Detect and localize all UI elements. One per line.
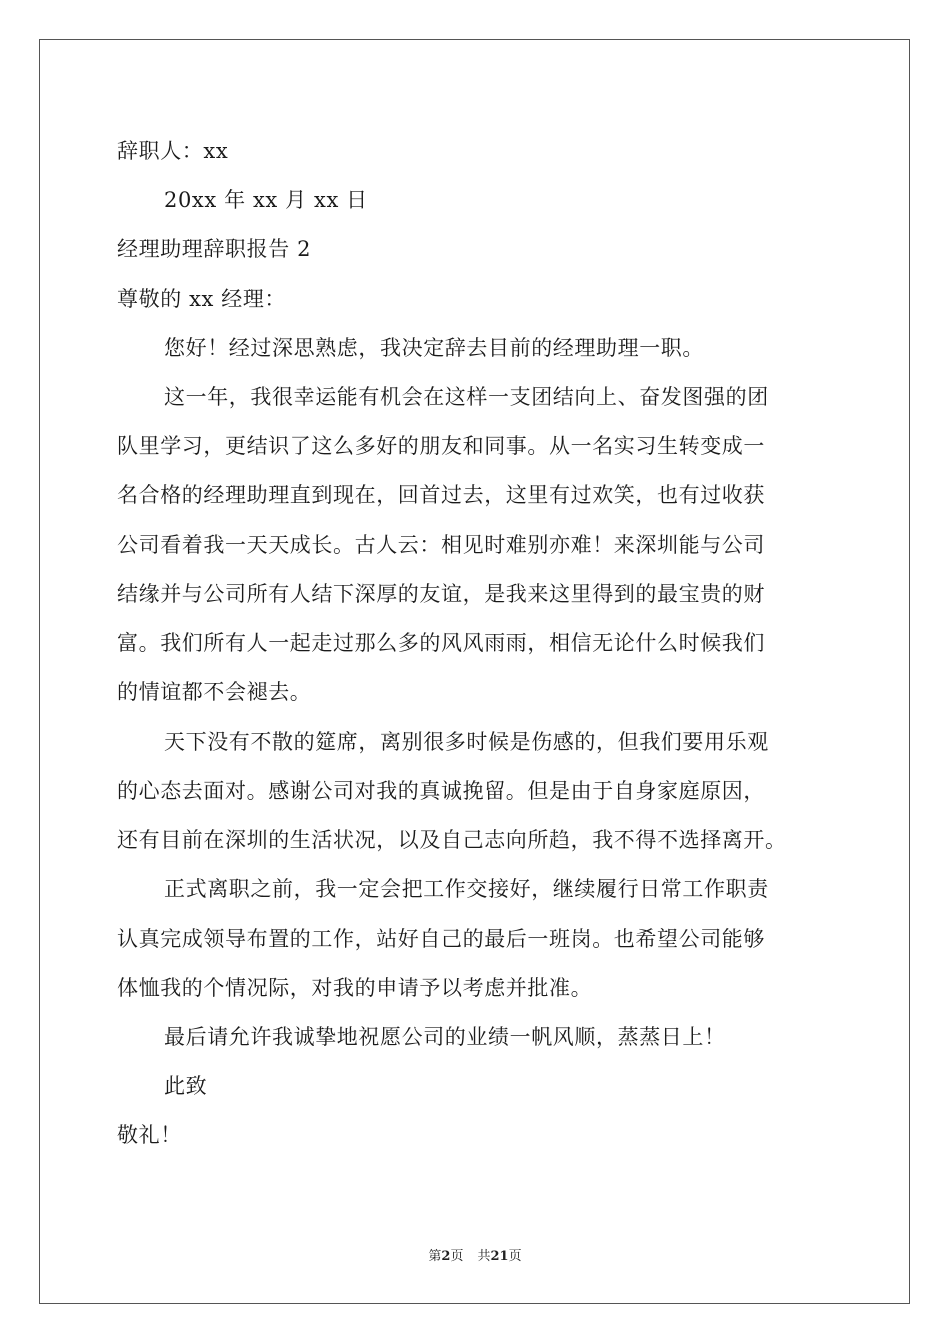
date-line: 20xx 年 xx 月 xx 日	[164, 188, 368, 212]
paragraph-line: 正式离职之前，我一定会把工作交接好，继续履行日常工作职责	[164, 877, 769, 901]
paragraph-line: 名合格的经理助理直到现在，回首过去，这里有过欢笑，也有过收获	[117, 483, 765, 507]
closing-regards: 敬礼！	[117, 1123, 182, 1147]
paragraph-line: 最后请允许我诚挚地祝愿公司的业绩一帆风顺，蒸蒸日上！	[164, 1025, 726, 1049]
paragraph-line: 队里学习，更结识了这么多好的朋友和同事。从一名实习生转变成一	[117, 434, 765, 458]
report-title: 经理助理辞职报告 2	[117, 237, 312, 261]
paragraph-line: 认真完成领导布置的工作，站好自己的最后一班岗。也希望公司能够	[117, 927, 765, 951]
paragraph-line: 富。我们所有人一起走过那么多的风风雨雨，相信无论什么时候我们	[117, 631, 765, 655]
page-number: 2	[441, 1249, 451, 1264]
paragraph-line: 结缘并与公司所有人结下深厚的友谊，是我来这里得到的最宝贵的财	[117, 582, 765, 606]
total-prefix: 共	[477, 1249, 491, 1264]
page-frame	[39, 39, 910, 1304]
resigner-line: 辞职人：xx	[117, 139, 229, 163]
paragraph-line: 的心态去面对。感谢公司对我的真诚挽留。但是由于自身家庭原因，	[117, 779, 765, 803]
closing-phrase: 此致	[164, 1074, 208, 1098]
page-prefix: 第	[428, 1249, 442, 1264]
paragraph-line: 这一年，我很幸运能有机会在这样一支团结向上、奋发图强的团	[164, 385, 769, 409]
paragraph-line: 天下没有不散的筵席，离别很多时候是伤感的，但我们要用乐观	[164, 730, 769, 754]
paragraph-line: 您好！经过深思熟虑，我决定辞去目前的经理助理一职。	[164, 336, 704, 360]
page-footer	[0, 1248, 950, 1266]
total-suffix: 页	[508, 1249, 522, 1264]
page-suffix: 页	[450, 1249, 464, 1264]
total-pages: 21	[490, 1249, 509, 1264]
paragraph-line: 还有目前在深圳的生活状况，以及自己志向所趋，我不得不选择离开。	[117, 828, 787, 852]
paragraph-line: 公司看着我一天天成长。古人云：相见时难别亦难！来深圳能与公司	[117, 533, 765, 557]
paragraph-line: 体恤我的个情况际，对我的申请予以考虑并批准。	[117, 976, 593, 1000]
salutation: 尊敬的 xx 经理：	[117, 287, 287, 311]
paragraph-line: 的情谊都不会褪去。	[117, 680, 312, 704]
